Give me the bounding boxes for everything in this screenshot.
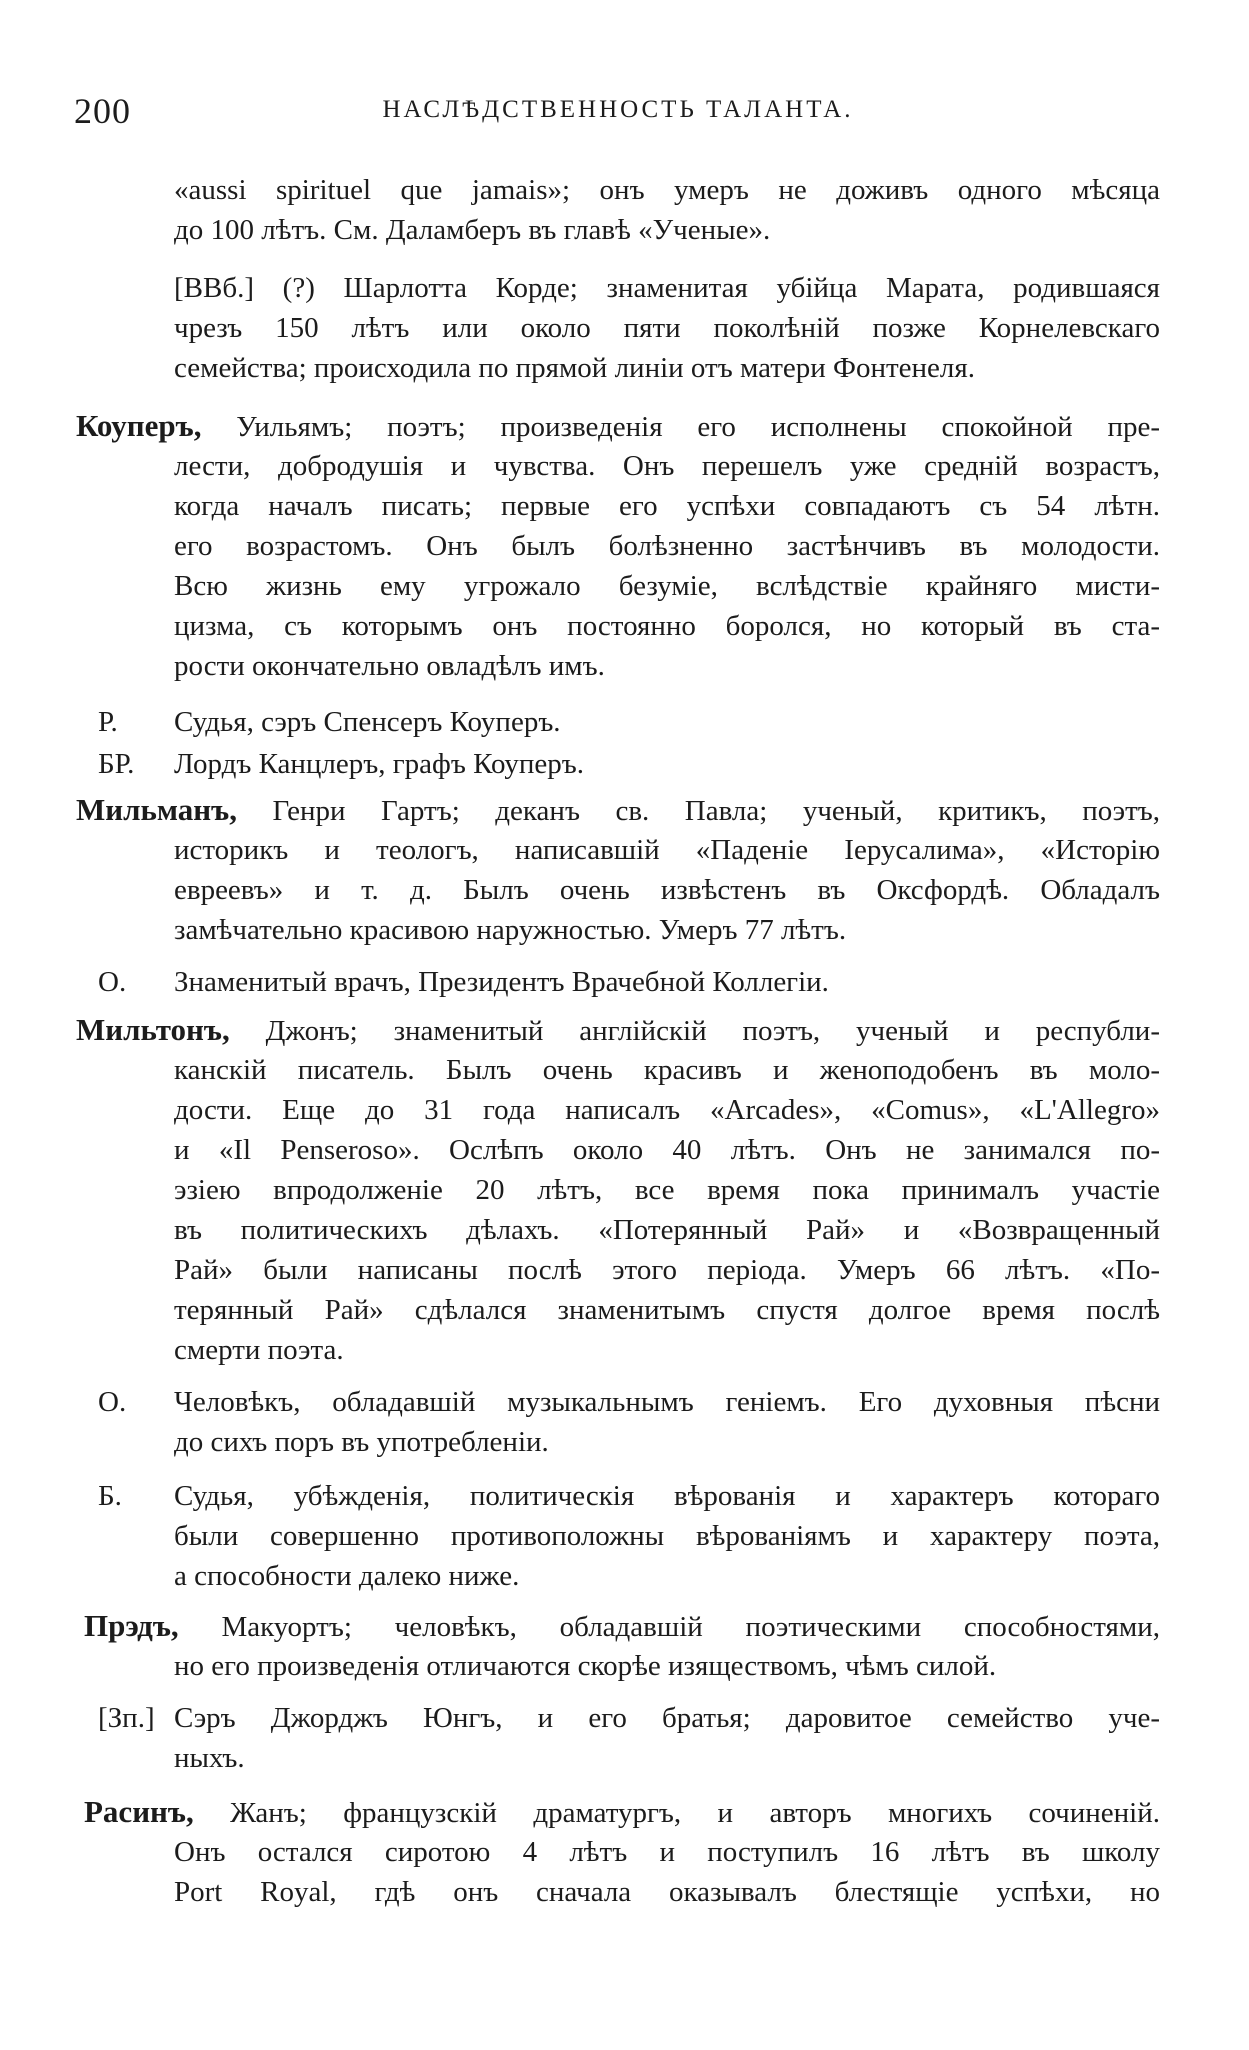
text-line: «aussi spirituel que jamais»; онъ умеръ не доживъ одного мѣсяца	[174, 174, 1160, 206]
text-line: замѣчательно красивою наружностью. Умеръ 77 лѣтъ.	[174, 914, 847, 946]
entry-line: Мильманъ, Генри Гартъ; деканъ св. Павла; ученый, критикъ, поэтъ,	[76, 792, 1160, 827]
text-line: Человѣкъ, обладавшій музыкальнымъ геніемъ. Его духовныя пѣсни	[174, 1386, 1160, 1418]
entry-line: Коуперъ, Уильямъ; поэтъ; произведенія его исполнены спокойной пре-	[76, 408, 1160, 443]
text-line: евреевъ» и т. д. Былъ очень извѣстенъ въ Оксфордѣ. Обладалъ	[174, 874, 1160, 906]
text-line: чрезъ 150 лѣтъ или около пяти поколѣній позже Корнелевскаго	[174, 312, 1160, 344]
relation-marker: [Зп.]	[98, 1702, 155, 1734]
relation-marker: БР.	[98, 748, 135, 780]
text-line: и «Il Penseroso». Ослѣпъ около 40 лѣтъ. Онъ не занимался по-	[174, 1134, 1160, 1166]
text-line: когда началъ писать; первые его успѣхи совпадаютъ съ 54 лѣтн.	[174, 490, 1160, 522]
relation-marker: О.	[98, 1386, 127, 1418]
text-line: Port Royal, гдѣ онъ сначала оказывалъ блестящіе успѣхи, но	[174, 1876, 1160, 1908]
text-line: историкъ и теологъ, написавшій «Паденіе Іерусалима», «Исторію	[174, 834, 1160, 866]
text-line: были совершенно противоположны вѣрованіямъ и характеру поэта,	[174, 1520, 1160, 1552]
text-line: ныхъ.	[174, 1742, 245, 1774]
entry-headword: Прэдъ,	[84, 1608, 179, 1643]
text-line: но его произведенія отличаются скорѣе изяществомъ, чѣмъ силой.	[174, 1650, 997, 1682]
text-line: въ политическихъ дѣлахъ. «Потерянный Рай» и «Возвращенный	[174, 1214, 1160, 1246]
text-line: рости окончательно овладѣлъ имъ.	[174, 650, 605, 682]
relation-marker: Р.	[98, 706, 118, 738]
text-line: [ВВб.] (?) Шарлотта Корде; знаменитая убійца Марата, родившаяся	[174, 272, 1160, 304]
text-line: смерти поэта.	[174, 1334, 344, 1366]
entry-headword: Мильтонъ,	[76, 1012, 230, 1047]
page-number: 200	[74, 91, 131, 131]
text-line: Лордъ Канцлеръ, графъ Коуперъ.	[174, 748, 585, 780]
text-line: Рай» были написаны послѣ этого періода. Умеръ 66 лѣтъ. «По-	[174, 1254, 1160, 1286]
text-line: до сихъ поръ въ употребленіи.	[174, 1426, 549, 1458]
text-line: Знаменитый врачъ, Президентъ Врачебной Коллегіи.	[174, 966, 829, 998]
text-line: эзіею впродолженіе 20 лѣтъ, все время пока принималъ участіе	[174, 1174, 1160, 1206]
text-line: Онъ остался сиротою 4 лѣтъ и поступилъ 16 лѣтъ въ школу	[174, 1836, 1160, 1868]
text-line: дости. Еще до 31 года написалъ «Arcades», «Comus», «L'Allegro»	[174, 1094, 1160, 1126]
text-line: семейства; происходила по прямой линіи отъ матери Фонтенеля.	[174, 352, 975, 384]
text-line: а способности далеко ниже.	[174, 1560, 520, 1592]
entry-headword: Расинъ,	[84, 1794, 194, 1829]
relation-marker: О.	[98, 966, 127, 998]
entry-line: Прэдъ, Макуортъ; человѣкъ, обладавшій поэтическими способностями,	[84, 1608, 1160, 1643]
entry-headword: Мильманъ,	[76, 792, 237, 827]
text-line: его возрастомъ. Онъ былъ болѣзненно застѣнчивъ въ молодости.	[174, 530, 1160, 562]
text-line: Судья, убѣжденія, политическія вѣрованія и характеръ котораго	[174, 1480, 1160, 1512]
entry-line: Мильтонъ, Джонъ; знаменитый англійскій поэтъ, ученый и республи-	[76, 1012, 1160, 1047]
text-line: лести, добродушія и чувства. Онъ перешелъ уже средній возрастъ,	[174, 450, 1160, 482]
text-line: Всю жизнь ему угрожало безуміе, вслѣдствіе крайняго мисти-	[174, 570, 1160, 602]
text-line: терянный Рай» сдѣлался знаменитымъ спустя долгое время послѣ	[174, 1294, 1160, 1326]
entry-line: Расинъ, Жанъ; французскій драматургъ, и авторъ многихъ сочиненій.	[84, 1794, 1160, 1829]
relation-marker: Б.	[98, 1480, 122, 1512]
text-line: Судья, сэръ Спенсеръ Коуперъ.	[174, 706, 561, 738]
text-line: канскій писатель. Былъ очень красивъ и женоподобенъ въ моло-	[174, 1054, 1160, 1086]
page-header	[74, 90, 1162, 140]
running-title: НАСЛѢДСТВЕННОСТЬ ТАЛАНТА.	[382, 96, 854, 123]
text-line: Сэръ Джорджъ Юнгъ, и его братья; даровитое семейство уче-	[174, 1702, 1160, 1734]
text-line: цизма, съ которымъ онъ постоянно боролся, но который въ ста-	[174, 610, 1160, 642]
entry-headword: Коуперъ,	[76, 408, 202, 443]
text-line: до 100 лѣтъ. См. Даламберъ въ главѣ «Ученые».	[174, 214, 771, 246]
